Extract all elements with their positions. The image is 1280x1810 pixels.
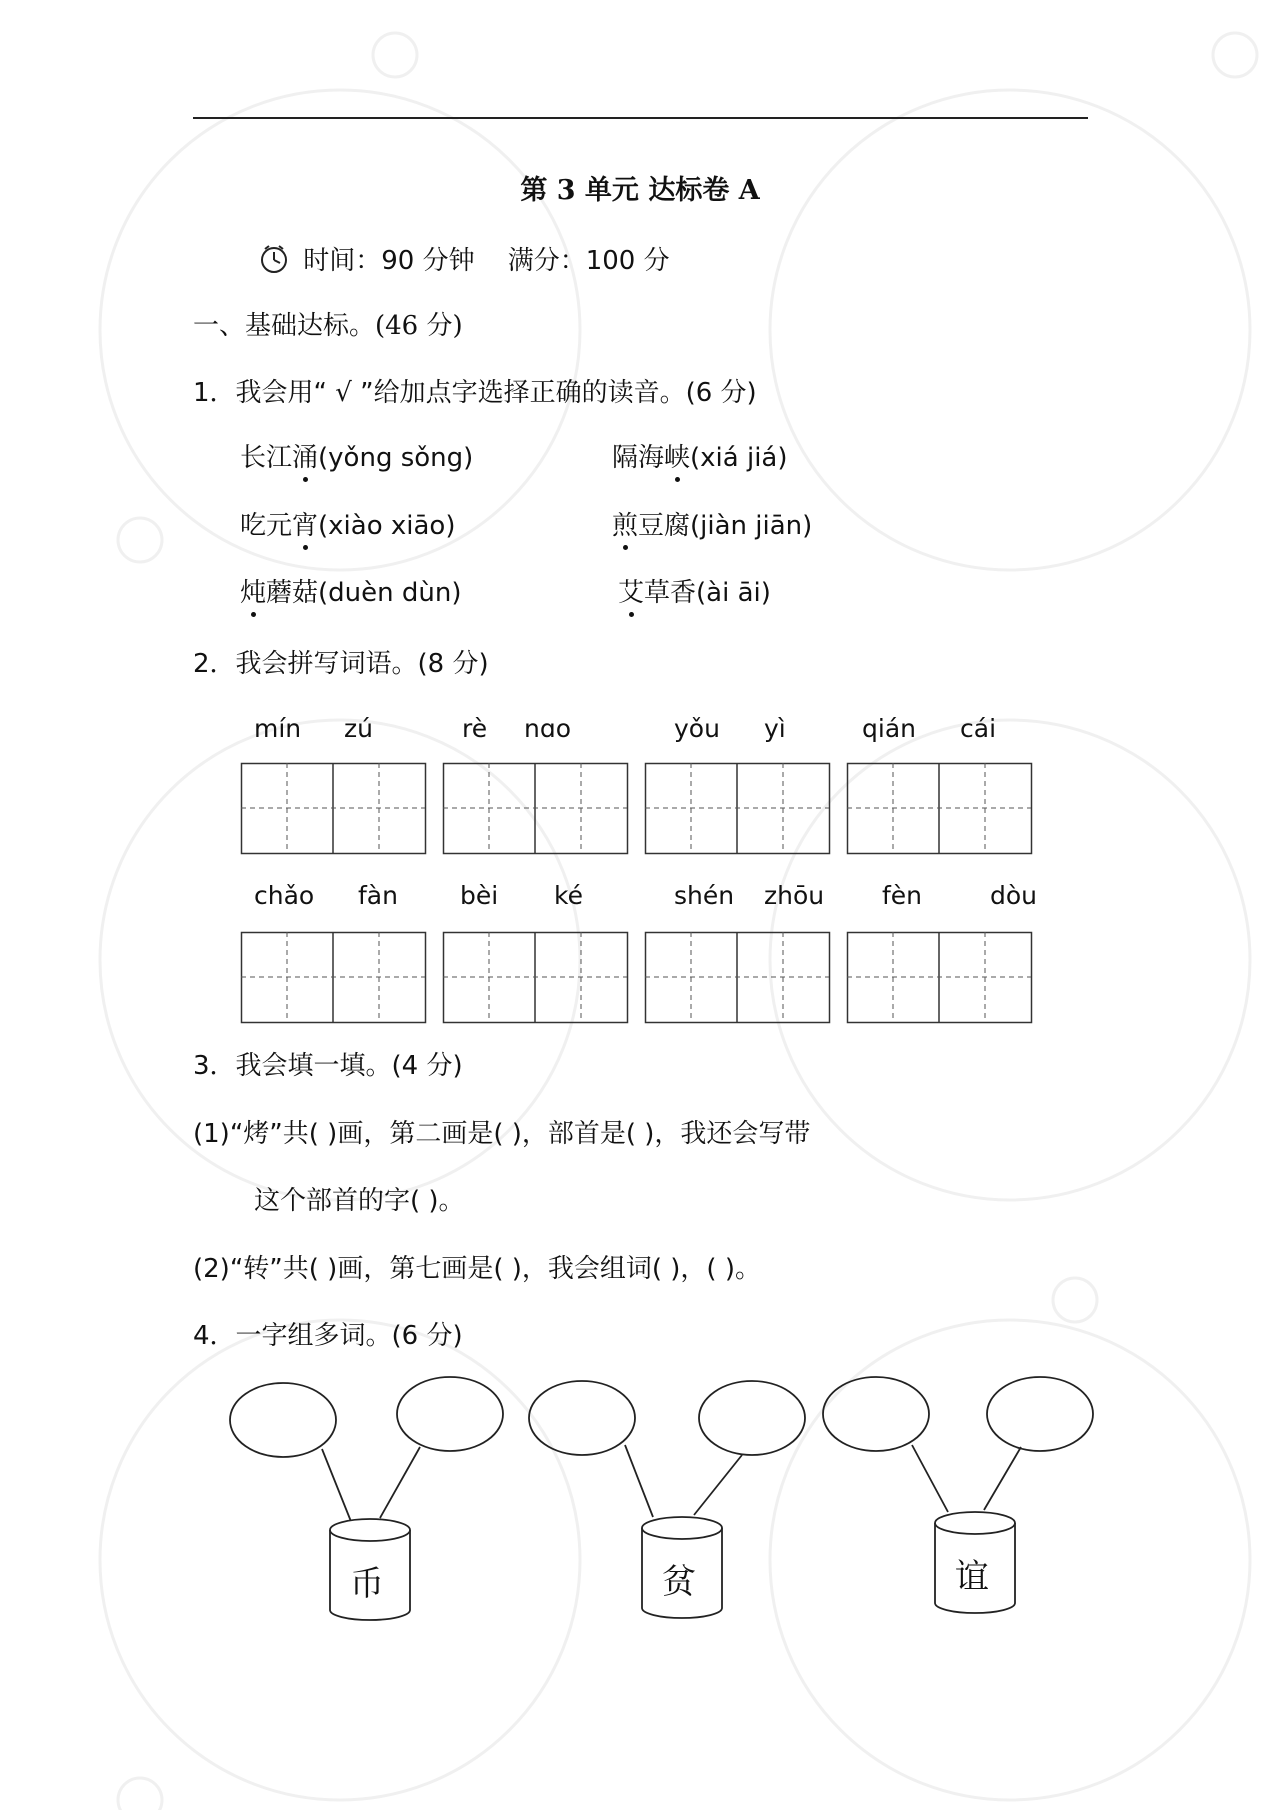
pinyin: zhōu (764, 881, 825, 910)
answer-oval (529, 1381, 635, 1455)
q4-prompt: 4．一字组多词。(6 分) (193, 1321, 463, 1351)
pinyin: nɑo (524, 714, 572, 743)
pinyin: fàn (358, 881, 398, 910)
time-limit: 时间：90 分钟 (303, 246, 475, 276)
page-title: 第 3 单元 达标卷 A (520, 175, 760, 206)
q2-prompt: 2．我会拼写词语。(8 分) (193, 649, 489, 679)
q1-prompt: 1．我会用“ √ ”给加点字选择正确的读音。(6 分) (193, 378, 757, 408)
cylinder-char: 贫 (662, 1562, 696, 1602)
q3-line1b: 这个部首的字( )。 (254, 1186, 465, 1216)
pinyin: ké (554, 881, 583, 910)
pinyin: rè (462, 714, 488, 743)
q1-item: 隔海峡(xiá jiá) (612, 437, 788, 474)
q1-item: 炖蘑菇(duèn dùn) (240, 572, 462, 609)
answer-oval (823, 1377, 929, 1451)
cylinder (330, 1519, 410, 1541)
answer-oval (230, 1383, 336, 1457)
cylinder-char: 币 (350, 1564, 384, 1604)
pinyin: chǎo (254, 881, 315, 910)
q1-item: 吃元宵(xiào xiāo) (240, 505, 455, 542)
q3-line1: (1)“烤”共( )画，第二画是( )，部首是( )，我还会写带 (193, 1119, 811, 1149)
answer-oval (987, 1377, 1093, 1451)
q1-item: 长江涌(yǒng sǒng) (240, 437, 473, 474)
pinyin: shén (674, 881, 735, 910)
pinyin: dòu (990, 881, 1038, 910)
pinyin: mín (254, 714, 302, 743)
pinyin: yì (764, 714, 786, 743)
q1-item: 艾草香(ài āi) (618, 572, 771, 609)
pinyin: fèn (882, 881, 923, 910)
answer-oval (397, 1377, 503, 1451)
q1-item: 煎豆腐(jiàn jiān) (612, 505, 812, 542)
q3-line2: (2)“转”共( )画，第七画是( )，我会组词( )，( )。 (193, 1254, 761, 1284)
pinyin: bèi (460, 881, 499, 910)
section-heading: 一、基础达标。(46 分) (193, 311, 463, 341)
pinyin: cái (960, 714, 997, 743)
cylinder-char: 谊 (955, 1557, 989, 1597)
pinyin: zú (344, 714, 373, 743)
pinyin: qián (862, 714, 916, 743)
pinyin: yǒu (674, 714, 720, 743)
q3-prompt: 3．我会填一填。(4 分) (193, 1051, 463, 1081)
cylinder (935, 1512, 1015, 1534)
cylinder (642, 1517, 722, 1539)
answer-oval (699, 1381, 805, 1455)
full-score: 满分：100 分 (507, 246, 670, 276)
